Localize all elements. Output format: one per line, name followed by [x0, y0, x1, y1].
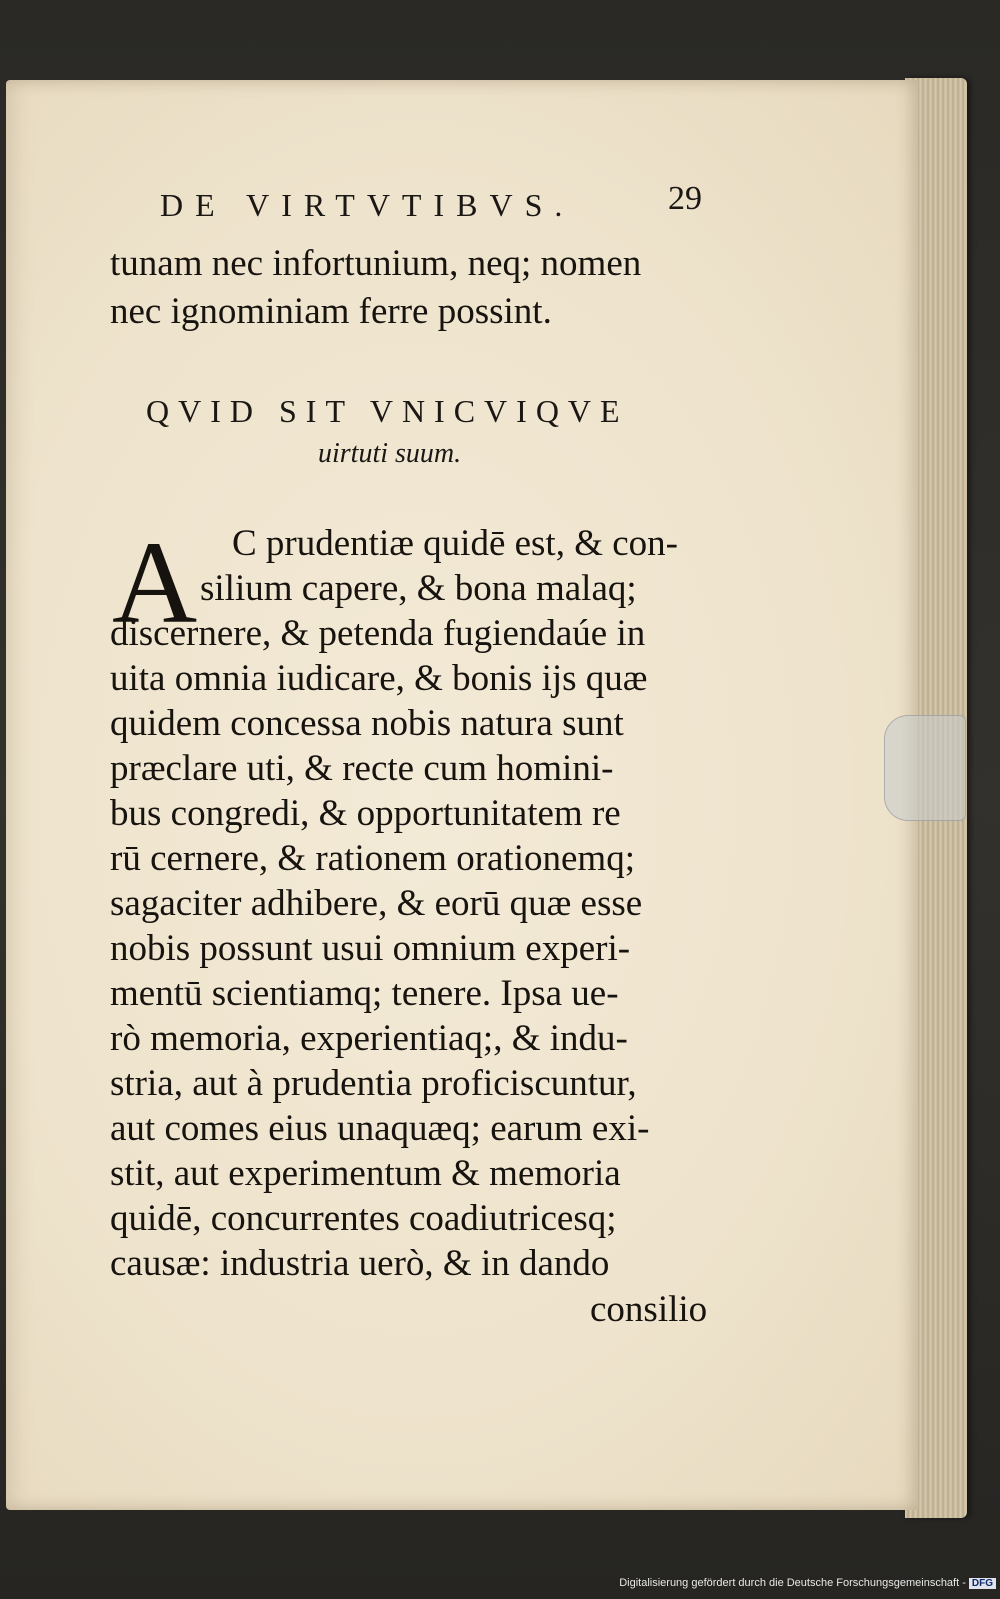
- text-line: præclare uti, & recte cum homini-: [110, 748, 614, 789]
- text-line: mentū scientiamq; tenere. Ipsa ue-: [110, 973, 619, 1014]
- folio-number: 29: [668, 180, 702, 217]
- text-line: uita omnia iudicare, & bonis ijs quæ: [110, 658, 648, 699]
- section-subheading: uirtuti suum.: [318, 438, 462, 469]
- catchword: consilio: [590, 1289, 708, 1330]
- text-line: causæ: industria uerò, & in dando: [110, 1243, 610, 1284]
- text-line: C prudentiæ quidē est, & con-: [232, 523, 678, 564]
- drop-cap: A: [112, 517, 198, 648]
- footer-text: Digitalisierung gefördert durch die Deutsche Forschungsgemeinschaft -: [619, 1577, 966, 1589]
- clip-tab: [884, 715, 966, 821]
- text-line: quidē, concurrentes coadiutricesq;: [110, 1198, 617, 1239]
- text-line: quidem concessa nobis natura sunt: [110, 703, 624, 744]
- text-line: discernere, & petenda fugiendaúe in: [110, 613, 646, 654]
- running-head: DE VIRTVTIBVS.: [160, 187, 575, 223]
- text-line: tunam nec infortunium, neq; nomen: [110, 243, 642, 284]
- text-line: nobis possunt usui omnium experi-: [110, 928, 631, 969]
- footer-credit: [600, 1577, 996, 1595]
- text-line: bus congredi, & opportunitatem re: [110, 793, 621, 834]
- text-line: stit, aut experimentum & memoria: [110, 1153, 621, 1194]
- text-line: rū cernere, & rationem orationemq;: [110, 838, 635, 879]
- text-line: silium capere, & bona malaq;: [200, 568, 637, 609]
- text-line: rò memoria, experientiaq;, & indu-: [110, 1018, 628, 1059]
- text-line: sagaciter adhibere, & eorū quæ esse: [110, 883, 643, 924]
- text-line: stria, aut à prudentia proficiscuntur,: [110, 1063, 637, 1104]
- text-line: nec ignominiam ferre possint.: [110, 291, 552, 332]
- section-heading: QVID SIT VNICVIQVE: [146, 393, 629, 429]
- text-line: aut comes eius unaquæq; earum exi-: [110, 1108, 650, 1149]
- dfg-logo: DFG: [969, 1578, 996, 1589]
